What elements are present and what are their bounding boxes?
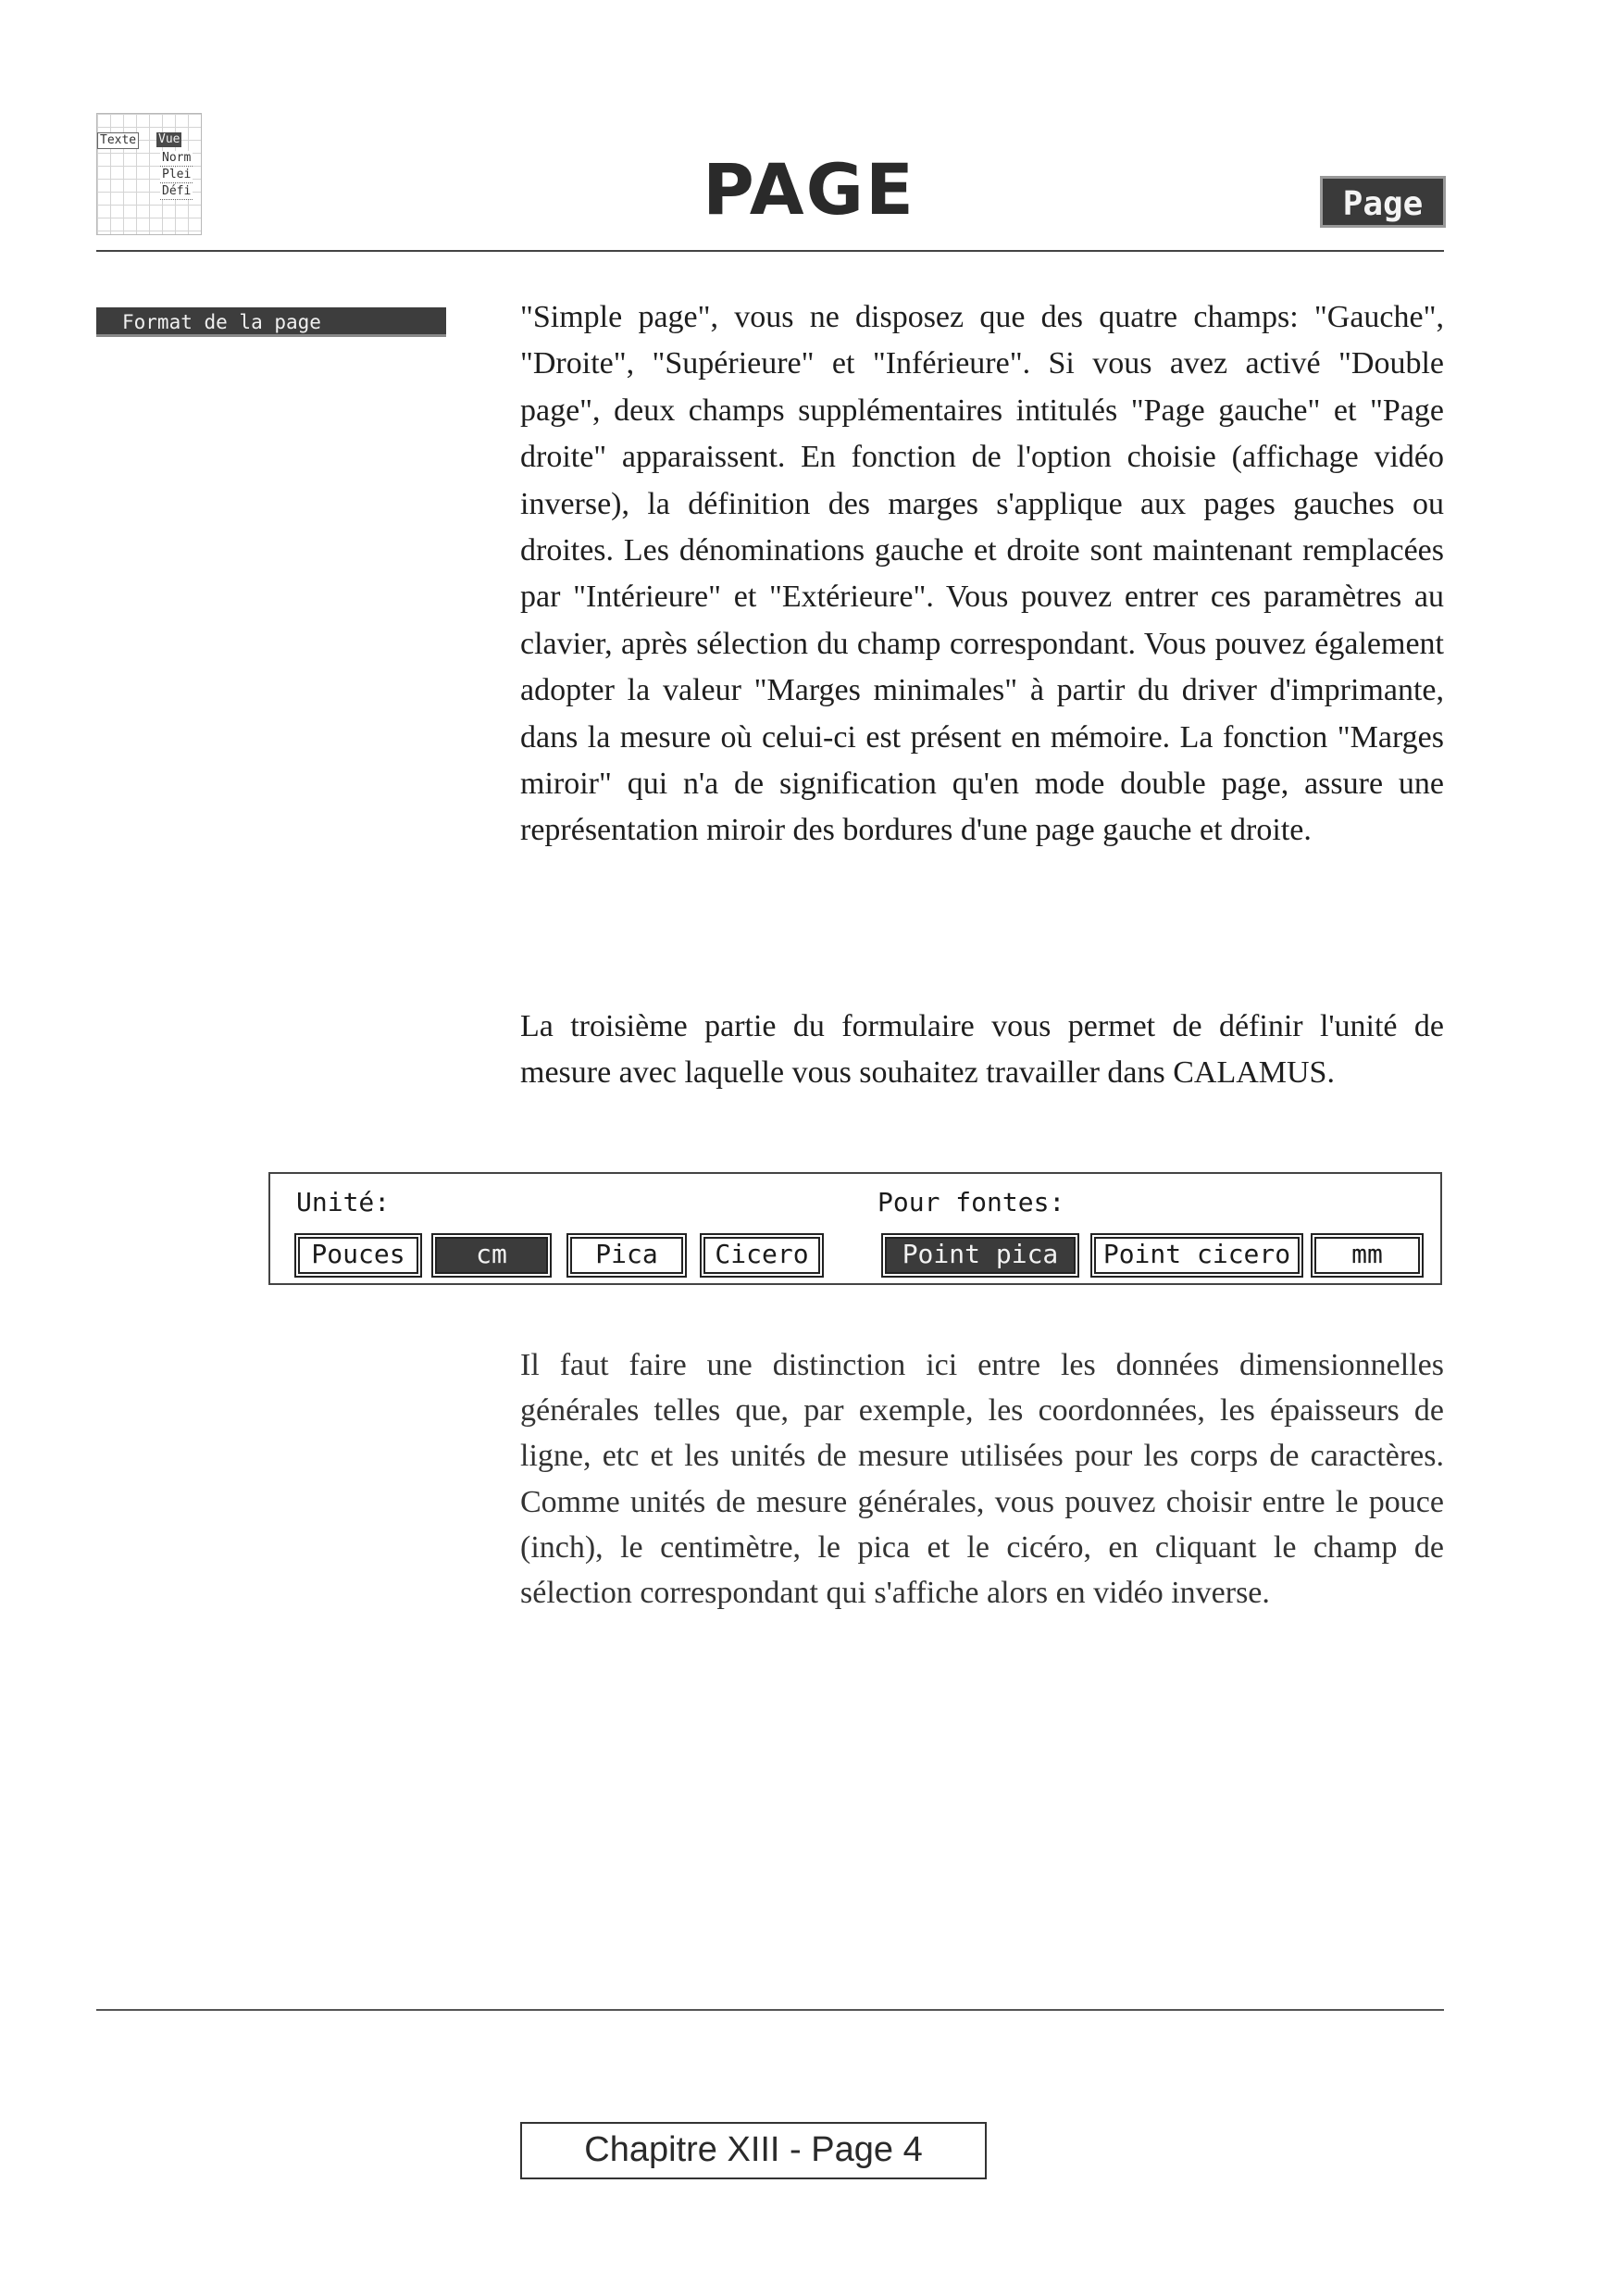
- page-badge: Page: [1320, 176, 1446, 228]
- icon-cell-vue: Vue: [158, 132, 180, 146]
- icon-cell-defi: Défi: [162, 184, 192, 198]
- header-rule: [96, 250, 1444, 252]
- page-number: Chapitre XIII - Page 4: [520, 2122, 987, 2179]
- paragraph-text: "Simple page", vous ne disposez que des quatre champs: "Gauche", "Droite", "Supérieure" et "Inférieure". Si vous avez activé "Double page", deux champs supplémentaires intitulés "Page gauche" et "Page droite" apparaissent. En fonction de l'option choisie (affichage vidéo inverse), la définition des marges s'applique aux pages gauches ou droites. Les dénominations gauche et droite sont maintenant remplacées par "Intérieure" et "Extérieure". Vous pouvez entrer ces paramètres au clavier, après sélection du champ correspondant. Vous pouvez également adopter la valeur "Marges minimales" à partir du driver d'imprimante, dans la mesure où celui-ci est présent en mémoire. La fonction "Marges miroir" qui n'a de signification qu'en mode double page, assure une représentation miroir des bordures d'une page gauche et droite.: [520, 300, 1444, 848]
- icon-cell-texte: Texte: [97, 132, 139, 149]
- unit-pica-button[interactable]: Pica: [570, 1237, 683, 1274]
- icon-cell-plei: Plei: [162, 168, 192, 181]
- unit-label: Unité:: [296, 1187, 391, 1217]
- font-point-pica-button[interactable]: Point pica: [885, 1237, 1076, 1274]
- footer-rule: [96, 2009, 1444, 2011]
- unit-pouces-button[interactable]: Pouces: [298, 1237, 418, 1274]
- font-point-cicero-button[interactable]: Point cicero: [1094, 1237, 1300, 1274]
- section-tab: Format de la page: [96, 307, 446, 337]
- body-paragraph-3: [520, 1342, 1444, 1616]
- icon-cell-norm: Norm: [162, 151, 192, 165]
- font-unit-label: Pour fontes:: [877, 1187, 1065, 1217]
- unit-dialog: [268, 1172, 1442, 1285]
- font-mm-button[interactable]: mm: [1314, 1237, 1420, 1274]
- body-paragraph-2: [520, 1004, 1444, 1097]
- unit-cm-button[interactable]: cm: [435, 1237, 548, 1274]
- paragraph-text: La troisième partie du formulaire vous permet de définir l'unité de mesure avec laquelle vous souhaitez travailler dans CALAMUS.: [520, 1009, 1444, 1091]
- body-paragraph-1: [520, 294, 1444, 855]
- page-title: PAGE: [703, 148, 915, 231]
- paragraph-text: Il faut faire une distinction ici entre les données dimensionnelles générales telles que, par exemple, les coordonnées, les épaisseurs de ligne, etc et les unités de mesure utilisées pour les corps de caractères. Comme unités de mesure générales, vous pouvez choisir entre le pouce (inch), le centimètre, le pica et le cicéro, en cliquant le champ de sélection correspondant qui s'affiche alors en vidéo inverse.: [520, 1348, 1444, 1611]
- unit-cicero-button[interactable]: Cicero: [703, 1237, 820, 1274]
